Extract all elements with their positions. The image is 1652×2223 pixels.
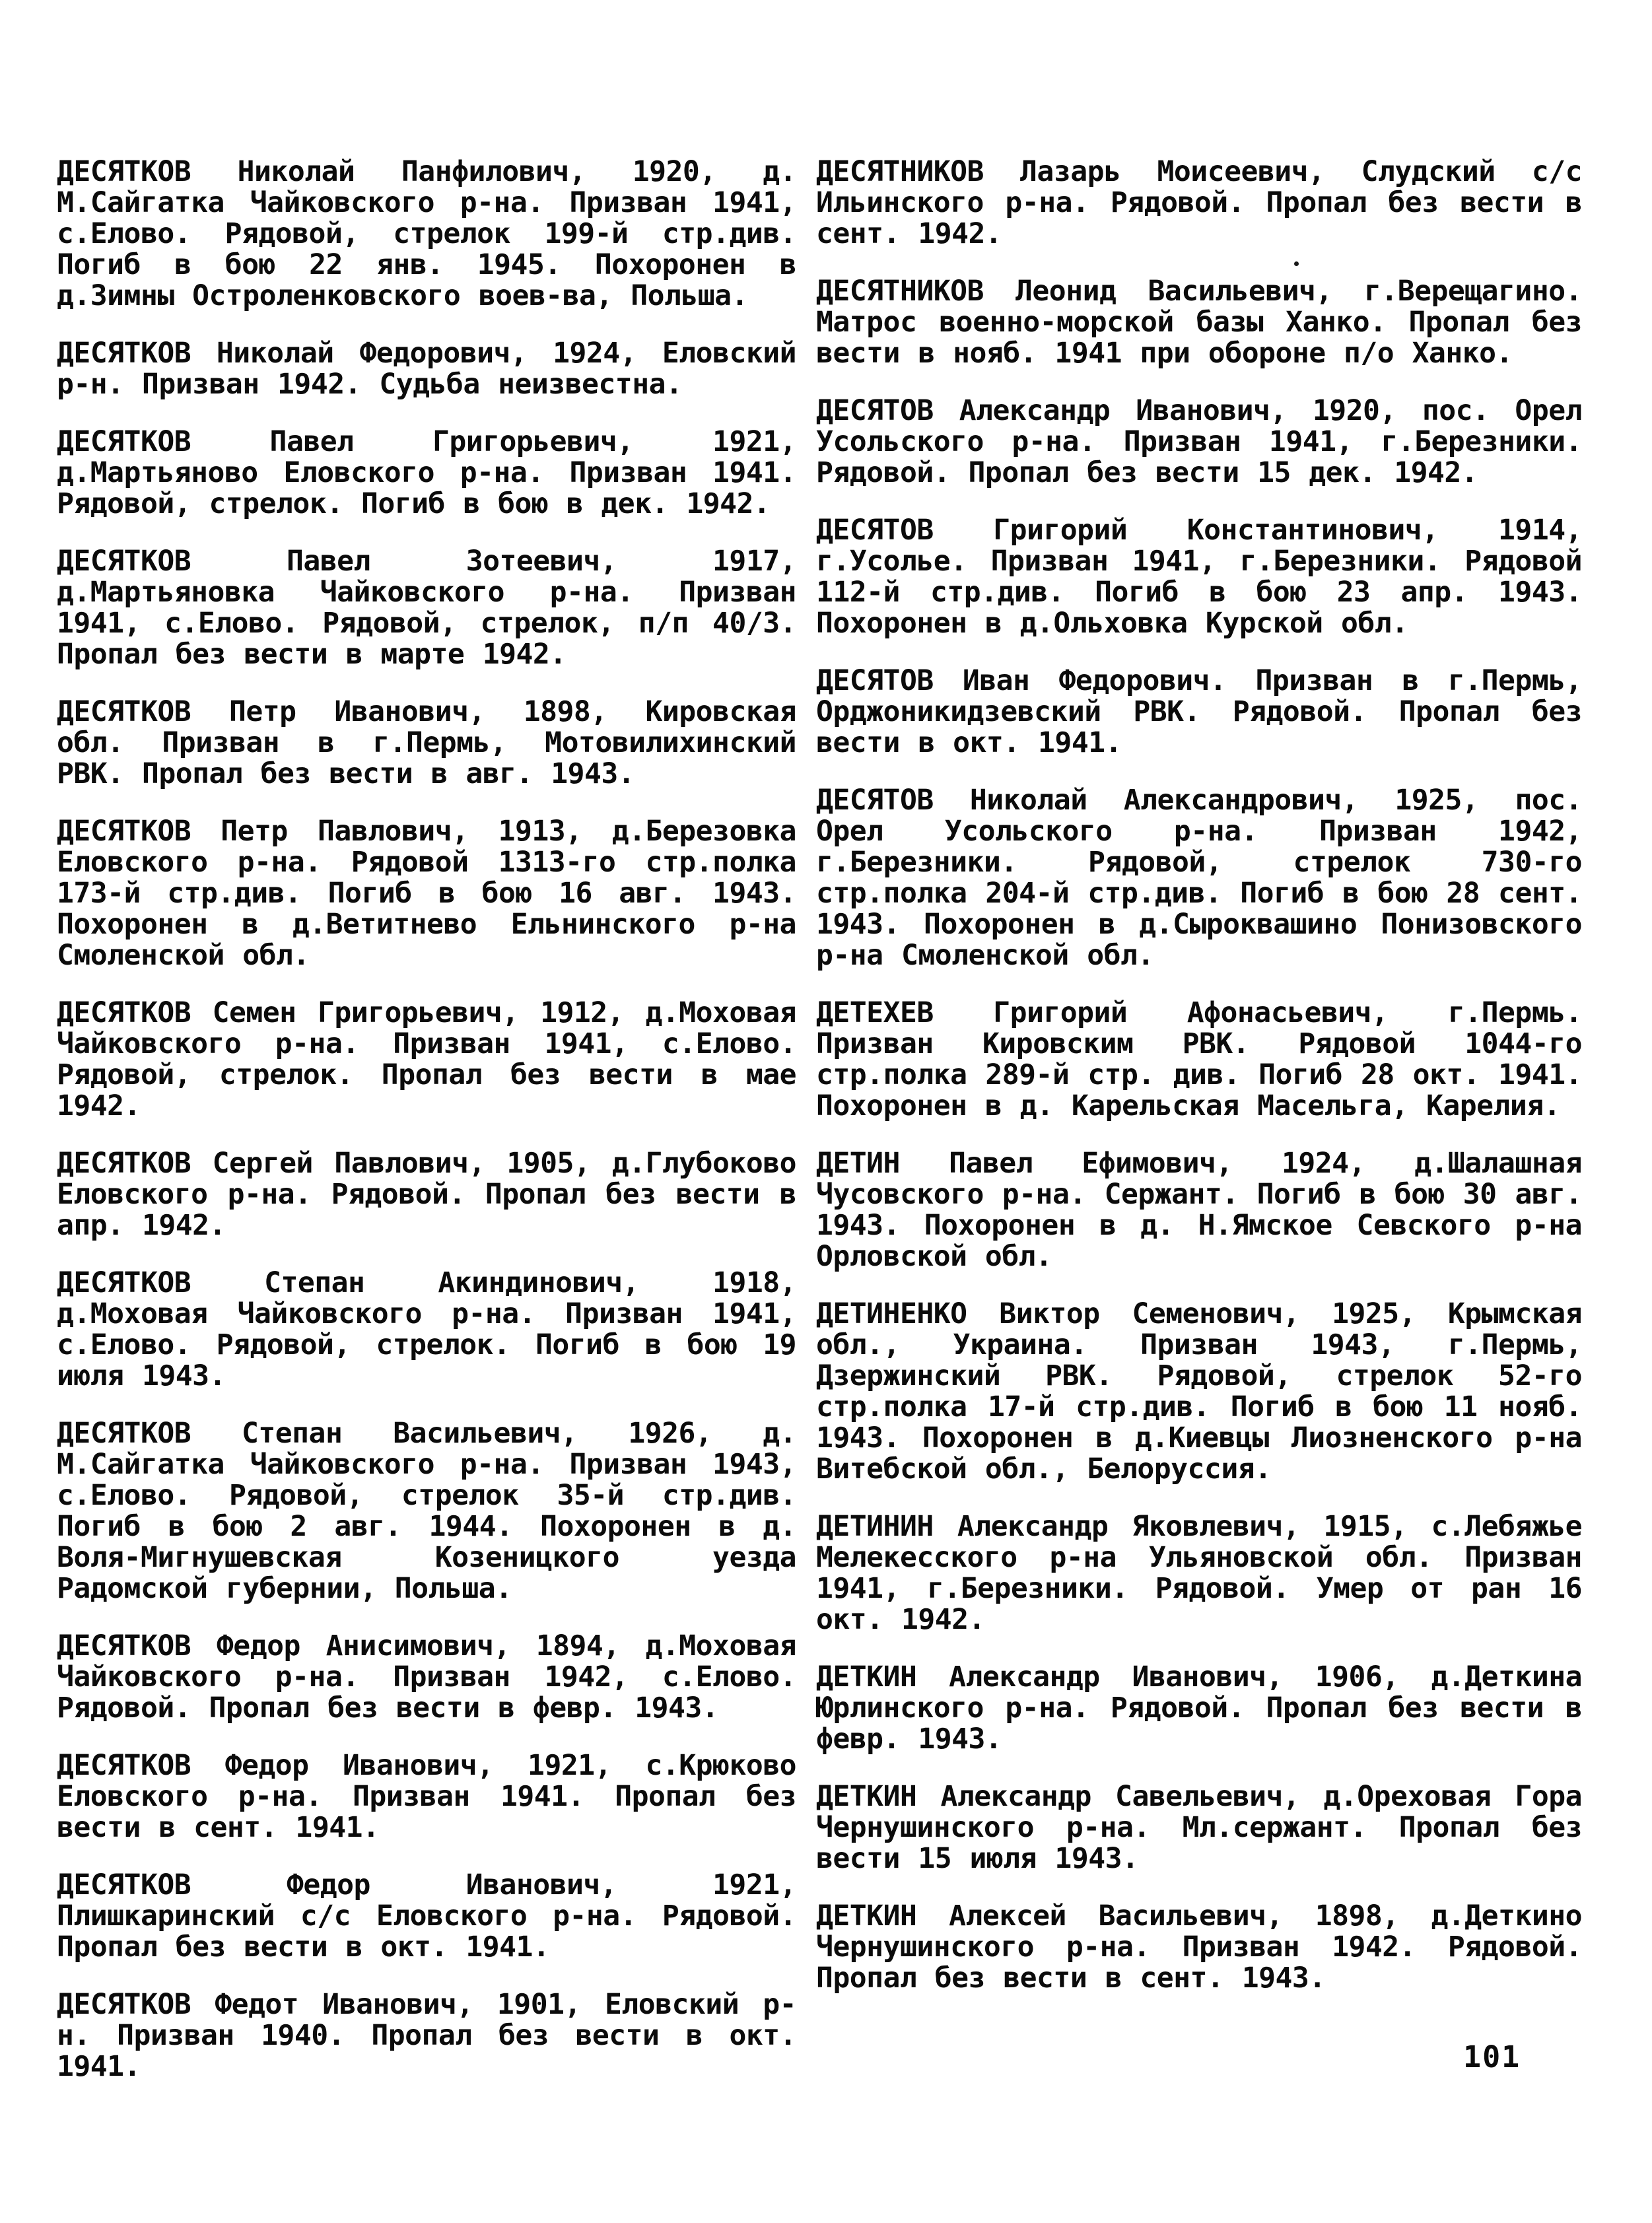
entry-desyatkov-fedot-ivanovich: ДЕСЯТКОВ Федот Иванович, 1901, Еловский р-н. Призван 1940. Пропал без вести в окт. 1941. xyxy=(57,1988,796,2083)
entry-desyatkov-pavel-grigorevich: ДЕСЯТКОВ Павел Григорьевич, 1921, д.Мартьяново Еловского р-на. Призван 1941. Рядовой, стрелок. Погиб в бою в дек. 1942. xyxy=(57,425,796,520)
page-number: 101 xyxy=(1463,2039,1521,2074)
right-column xyxy=(816,156,1582,2020)
entry-detinin-aleksandr-yakovlevich: ДЕТИНИН Александр Яковлевич, 1915, с.Лебяжье Мелекесского р-на Ульяновской обл. Призван 1941, г.Березники. Рядовой. Умер от ран 16 окт. 1942. xyxy=(816,1510,1582,1636)
entry-desyatov-ivan-fedorovich: ДЕСЯТОВ Иван Федорович. Призван в г.Пермь, Орджоникидзевский РВК. Рядовой. Пропал без вести в окт. 1941. xyxy=(816,664,1582,759)
entry-detekhev-grigoriy-afonasevich: ДЕТЕХЕВ Григорий Афонасьевич, г.Пермь. Призван Кировским РВК. Рядовой 1044-го стр.полка 289-й стр. див. Погиб 28 окт. 1941. Похоронен в д. Карельская Масельга, Карелия. xyxy=(816,996,1582,1122)
entry-desyatkov-pavel-zoteevich: ДЕСЯТКОВ Павел Зотеевич, 1917, д.Мартьяновка Чайковского р-на. Призван 1941, с.Елово. Рядовой, стрелок, п/п 40/3. Пропал без вести в марте 1942. xyxy=(57,545,796,671)
entry-desyatnikov-lazar-moiseevich: ДЕСЯТНИКОВ Лазарь Моисеевич, Слудский с/с Ильинского р-на. Рядовой. Пропал без вести в сент. 1942. xyxy=(816,155,1582,250)
entry-desyatkov-fedor-anisimovich: ДЕСЯТКОВ Федор Анисимович, 1894, д.Моховая Чайковского р-на. Призван 1942, с.Елово. Рядовой. Пропал без вести в февр. 1943. xyxy=(57,1629,796,1725)
entry-desyatkov-petr-pavlovich: ДЕСЯТКОВ Петр Павлович, 1913, д.Березовка Еловского р-на. Рядовой 1313-го стр.полка 173-й стр.див. Погиб в бою 16 авг. 1943. Похоронен в д.Ветитнево Ельнинского р-на Смоленской обл. xyxy=(57,815,796,972)
entry-desyatkov-fedor-ivanovich-2: ДЕСЯТКОВ Федор Иванович, 1921, Плишкаринский с/с Еловского р-на. Рядовой. Пропал без вести в окт. 1941. xyxy=(57,1868,796,1964)
entry-desyatkov-petr-ivanovich: ДЕСЯТКОВ Петр Иванович, 1898, Кировская обл. Призван в г.Пермь, Мотовилихинский РВК. Пропал без вести в авг. 1943. xyxy=(57,695,796,790)
entry-detkin-aleksey-vasilevich: ДЕТКИН Алексей Васильевич, 1898, д.Деткино Чернушинского р-на. Призван 1942. Рядовой. Пропал без вести в сент. 1943. xyxy=(816,1899,1582,1995)
entry-desyatkov-semen-grigorevich: ДЕСЯТКОВ Семен Григорьевич, 1912, д.Моховая Чайковского р-на. Призван 1941, с.Елово. Рядовой, стрелок. Пропал без вести в мае 1942. xyxy=(57,996,796,1122)
entry-desyatov-grigoriy-konstantinovich: ДЕСЯТОВ Григорий Константинович, 1914, г.Усолье. Призван 1941, г.Березники. Рядовой 112-й стр.див. Погиб в бою 23 апр. 1943. Похоронен в д.Ольховка Курской обл. xyxy=(816,514,1582,640)
entry-desyatkov-nikolay-panfilovich: ДЕСЯТКОВ Николай Панфилович, 1920, д. М.Сайгатка Чайковского р-на. Призван 1941, с.Елово. Рядовой, стрелок 199-й стр.див. Погиб в бою 22 янв. 1945. Похоронен в д.Зимны Остроленковского воев-ва, Польша. xyxy=(57,155,796,312)
left-column xyxy=(57,156,796,2109)
entry-detinenko-viktor-semenovich: ДЕТИНЕНКО Виктор Семенович, 1925, Крымская обл., Украина. Призван 1943, г.Пермь, Дзержинский РВК. Рядовой, стрелок 52-го стр.полка 17-й стр.див. Погиб в бою 11 нояб. 1943. Похоронен в д.Киевцы Лиозненского р-на Витебской обл., Белоруссия. xyxy=(816,1297,1582,1486)
entry-desyatov-nikolay-aleksandrovich: ДЕСЯТОВ Николай Александрович, 1925, пос. Орел Усольского р-на. Призван 1942, г.Березники. Рядовой, стрелок 730-го стр.полка 204-й стр.див. Погиб в бою 28 сент. 1943. Похоронен в д.Сыроквашино Понизовского р-на Смоленской обл. xyxy=(816,784,1582,972)
entry-desyatnikov-leonid-vasilevich: ДЕСЯТНИКОВ Леонид Васильевич, г.Верещагино. Матрос военно-морской базы Ханко. Пропал без вести в нояб. 1941 при обороне п/о Ханко. xyxy=(816,275,1582,370)
entry-desyatkov-nikolay-fedorovich: ДЕСЯТКОВ Николай Федорович, 1924, Еловский р-н. Призван 1942. Судьба неизвестна. xyxy=(57,337,796,401)
entry-desyatkov-stepan-vasilevich: ДЕСЯТКОВ Степан Васильевич, 1926, д. М.Сайгатка Чайковского р-на. Призван 1943, с.Елово. Рядовой, стрелок 35-й стр.див. Погиб в бою 2 авг. 1944. Похоронен в д. Воля-Мигнушевская Козеницкого уезда Радомской губернии, Польша. xyxy=(57,1417,796,1605)
entry-detkin-aleksandr-ivanovich: ДЕТКИН Александр Иванович, 1906, д.Деткина Юрлинского р-на. Рядовой. Пропал без вести в февр. 1943. xyxy=(816,1660,1582,1756)
entry-detin-pavel-efimovich: ДЕТИН Павел Ефимович, 1924, д.Шалашная Чусовского р-на. Сержант. Погиб в бою 30 авг. 1943. Похоронен в д. Н.Ямское Севского р-на Орловской обл. xyxy=(816,1147,1582,1273)
entry-desyatov-aleksandr-ivanovich: ДЕСЯТОВ Александр Иванович, 1920, пос. Орел Усольского р-на. Призван 1941, г.Березники. Рядовой. Пропал без вести 15 дек. 1942. xyxy=(816,394,1582,489)
scan-speck xyxy=(1294,261,1299,266)
entry-desyatkov-stepan-akindinovich: ДЕСЯТКОВ Степан Акиндинович, 1918, д.Моховая Чайковского р-на. Призван 1941, с.Елово. Рядовой, стрелок. Погиб в бою 19 июля 1943. xyxy=(57,1266,796,1392)
entry-desyatkov-sergey-pavlovich: ДЕСЯТКОВ Сергей Павлович, 1905, д.Глубоково Еловского р-на. Рядовой. Пропал без вести в апр. 1942. xyxy=(57,1147,796,1242)
entry-detkin-aleksandr-savelevich: ДЕТКИН Александр Савельевич, д.Ореховая Гора Чернушинского р-на. Мл.сержант. Пропал без вести 15 июля 1943. xyxy=(816,1780,1582,1875)
entry-desyatkov-fedor-ivanovich-1: ДЕСЯТКОВ Федор Иванович, 1921, с.Крюково Еловского р-на. Призван 1941. Пропал без вести в сент. 1941. xyxy=(57,1749,796,1844)
